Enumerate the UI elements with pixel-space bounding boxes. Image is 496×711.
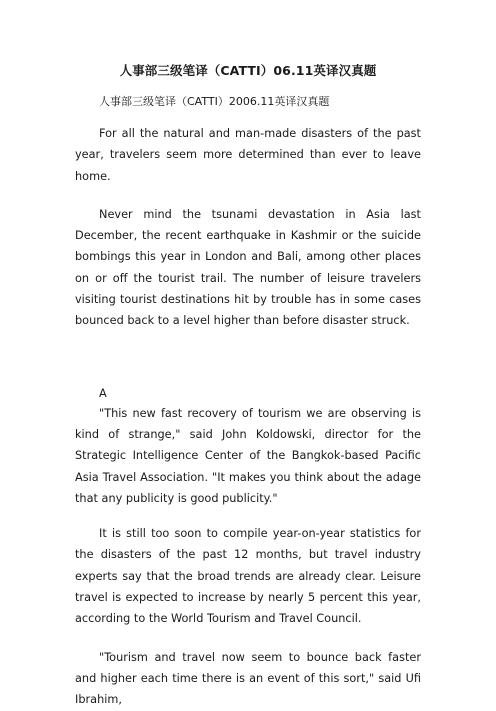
paragraph-recovery-quote: "This new fast recovery of tourism we are observing is kind of strange," said John Koldowski, director for the Strategic Intelligence Center of the Bangkok-based Pacific Asia Travel Association. "It makes you think about the adage that any publicity is good publicity." (75, 406, 421, 505)
paragraph-bounce-back: "Tourism and travel now seem to bounce back faster and higher each time there is an event of this sort," said Ufi Ibrahim, (75, 650, 421, 707)
document-title: 人事部三级笔译（CATTI）06.11英译汉真题 (119, 63, 377, 78)
paragraph-tsunami: Never mind the tsunami devastation in Asia last December, the recent earthquake in Kashmir or the suicide bombings this year in London and Bali, among other places on or off the tourist trail. The number of leisure travelers visiting tourist destinations hit by trouble has in some cases bounced back to a level higher than before disaster struck. (75, 207, 421, 328)
paragraph-statistics: It is still too soon to compile year-on-year statistics for the disasters of the past 12 months, but travel industry experts say that the broad trends are already clear. Leisure travel is expected to increase by nearly 5 percent this year, according to the World Tourism and Travel Council. (75, 527, 421, 626)
section-label: A (99, 386, 107, 400)
section-spacer (75, 332, 421, 385)
document-subtitle: 人事部三级笔译（CATTI）2006.11英译汉真题 (99, 95, 330, 108)
paragraph-intro: For all the natural and man-made disasters of the past year, travelers seem more determined than ever to leave home. (75, 127, 421, 183)
